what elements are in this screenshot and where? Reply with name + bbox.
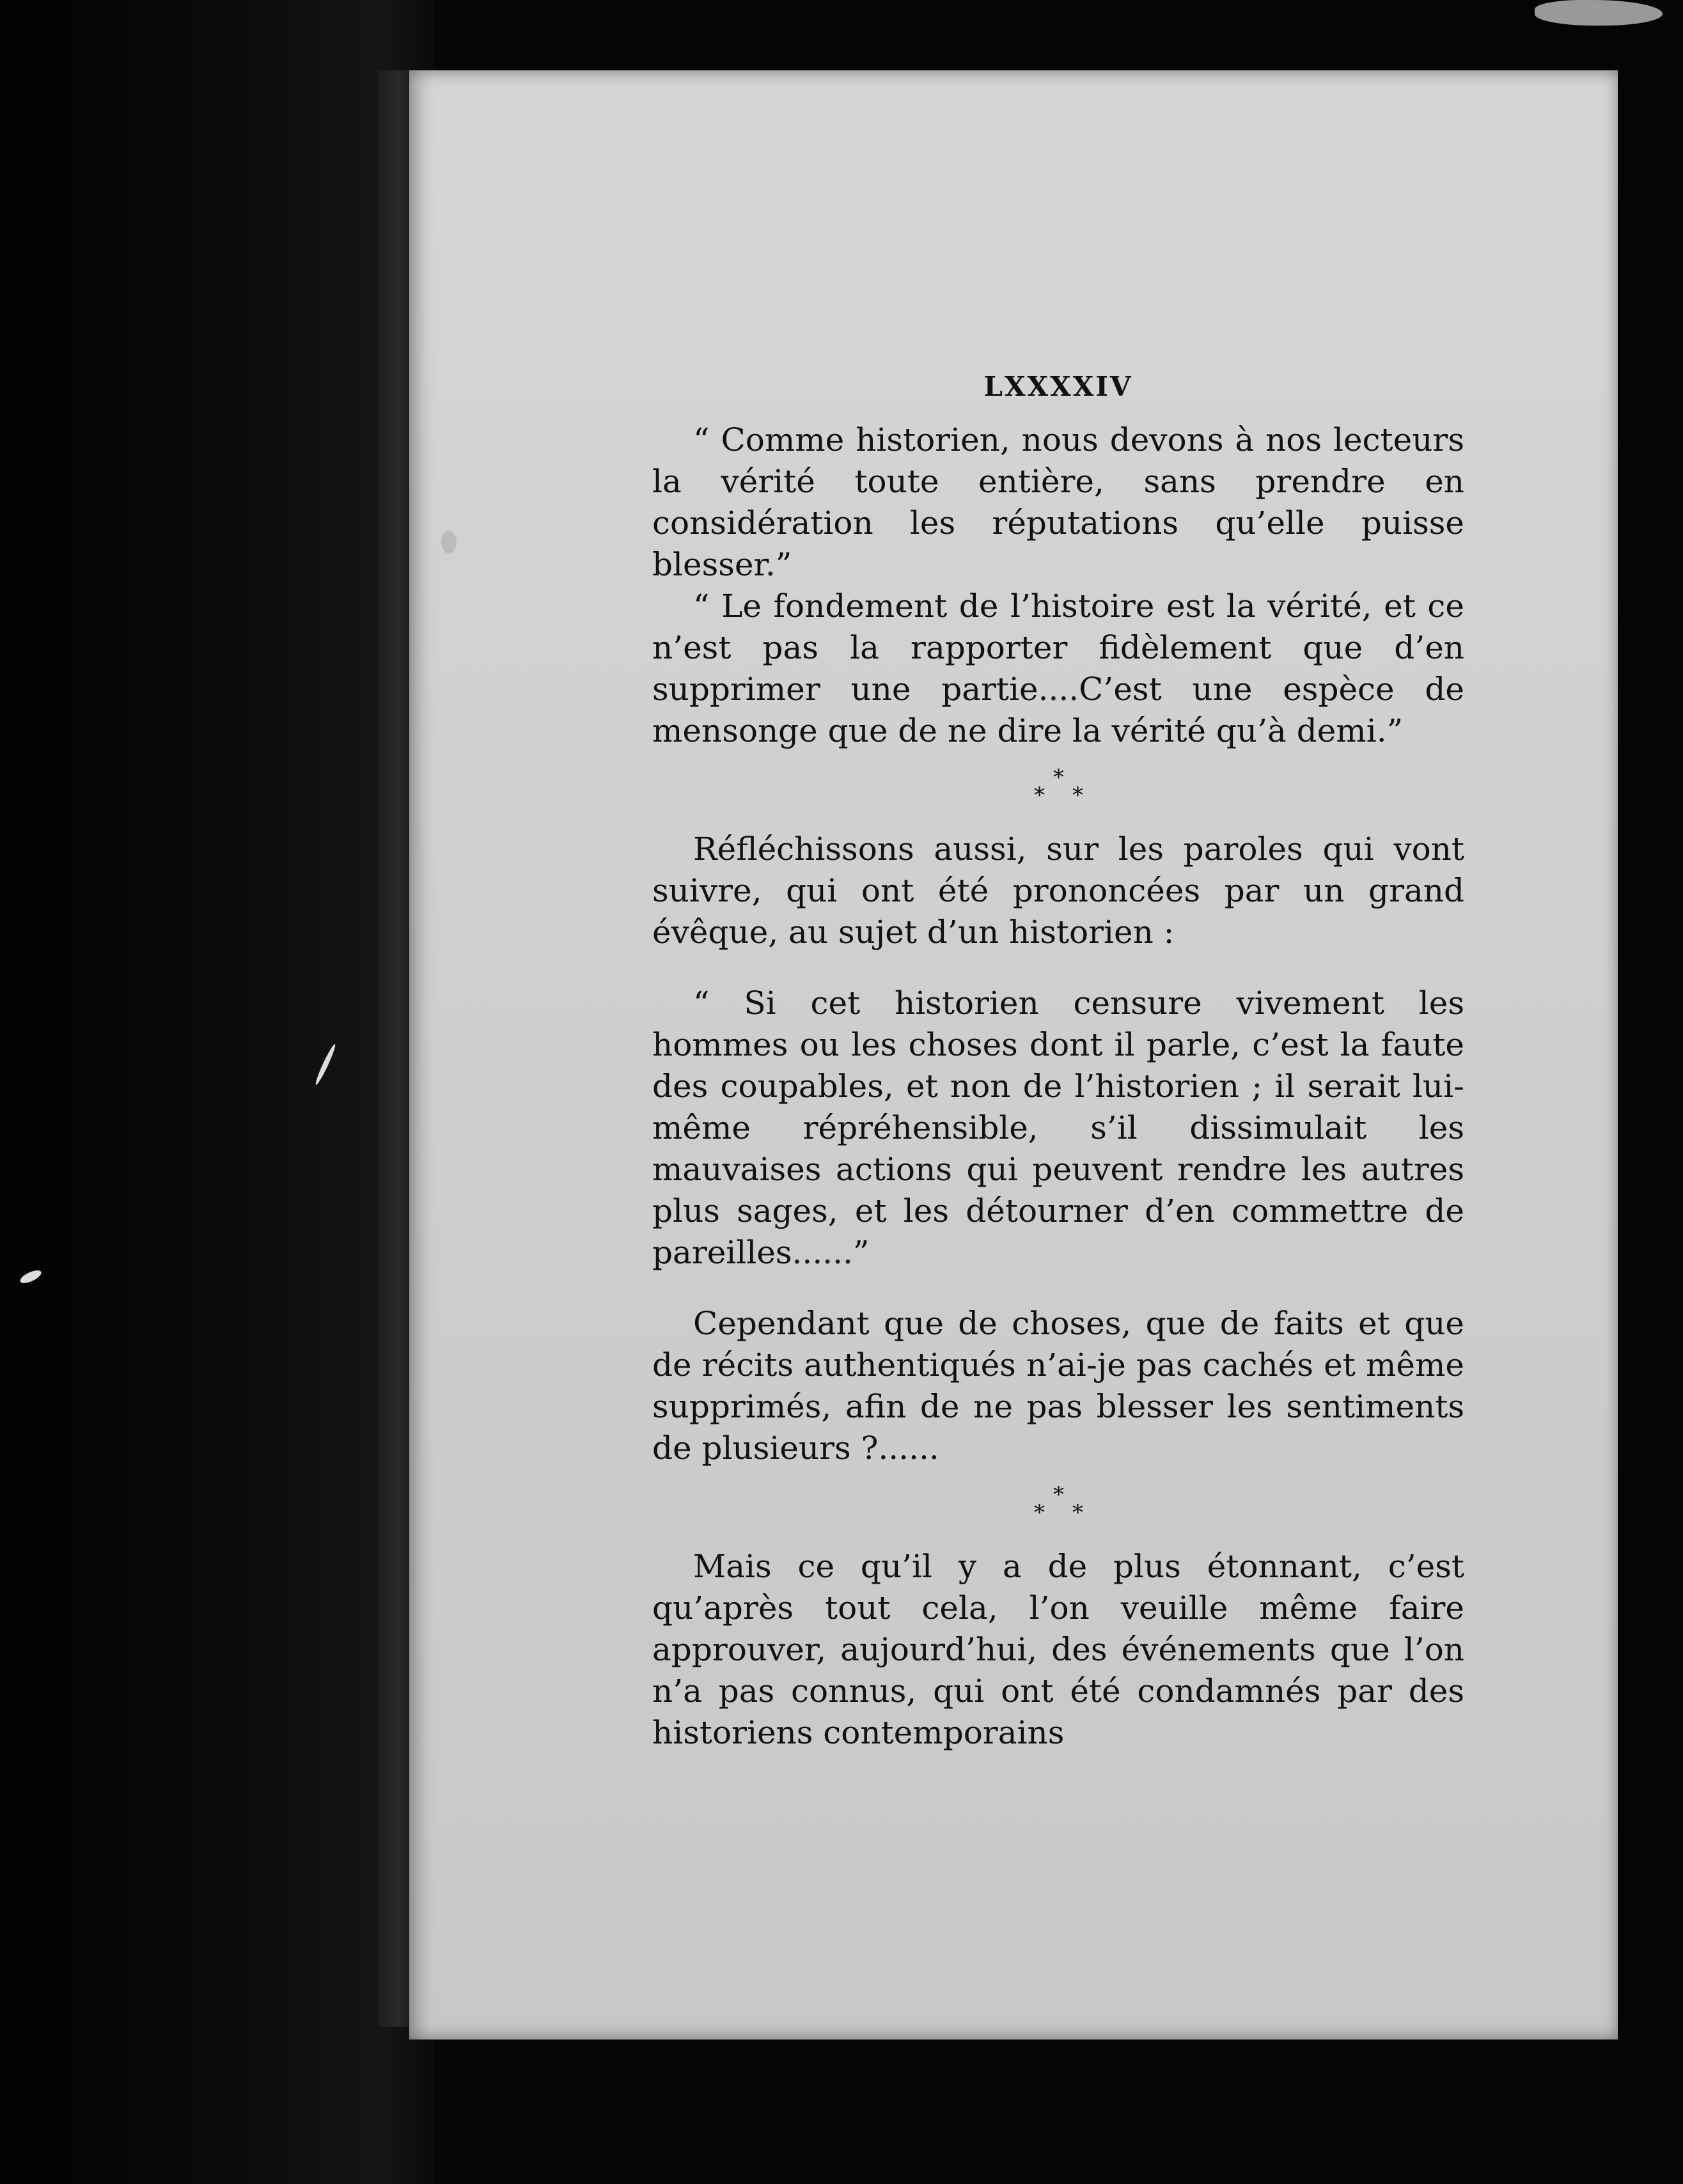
ornament-asterism [652,1469,1464,1546]
scan-speck [1535,0,1663,26]
ornament-star: * [1053,1482,1064,1508]
ornament-star: * [1072,1500,1083,1525]
page-text [652,364,1464,1754]
ornament-star: * [1034,783,1045,808]
spacer [652,1274,1464,1303]
paragraph: “ Comme historien, nous devons à nos lecteurs la vérité toute entière, sans prendre en considération les réputations qu’elle puisse blesser.” [652,421,1464,583]
scan-speck [441,531,457,554]
paragraph: Cependant que de choses, que de faits et que de récits authentiqués n’ai-je pas cachés et même supprimés, afin de ne pas blesser les sentiments de plusieurs ?...... [652,1305,1464,1467]
paragraph: Mais ce qu’il y a de plus étonnant, c’est qu’après tout cela, l’on veuille même faire approuver, aujourd’hui, des événements que l’on n’a pas connus, qui ont été condamnés par des historiens contemporains [652,1548,1464,1751]
paragraph: “ Si cet historien censure vivement les hommes ou les choses dont il parle, c’est la faute des coupables, et non de l’historien ; il serait lui-même répréhensible, s’il dissimulait les mauvaises actions qui peuvent rendre les autres plus sages, et les détourner d’en commettre de pareilles......” [652,985,1464,1271]
paragraph: “ Le fondement de l’histoire est la vérité, et ce n’est pas la rapporter fidèlement que d’en supprimer une partie....C’est une espèce de mensonge que de ne dire la vérité qu’à demi.” [652,588,1464,749]
running-head: LXXXXIV [983,371,1133,402]
ornament-asterism [652,752,1464,829]
ornament-star: * [1034,1500,1045,1525]
ornament-star: * [1053,765,1064,790]
dark-background [0,0,435,2184]
spacer [652,953,1464,983]
paragraph: Réfléchissons aussi, sur les paroles qui vont suivre, qui ont été prononcées par un grand évêque, au sujet d’un historien : [652,831,1464,951]
ornament-star: * [1072,783,1083,808]
